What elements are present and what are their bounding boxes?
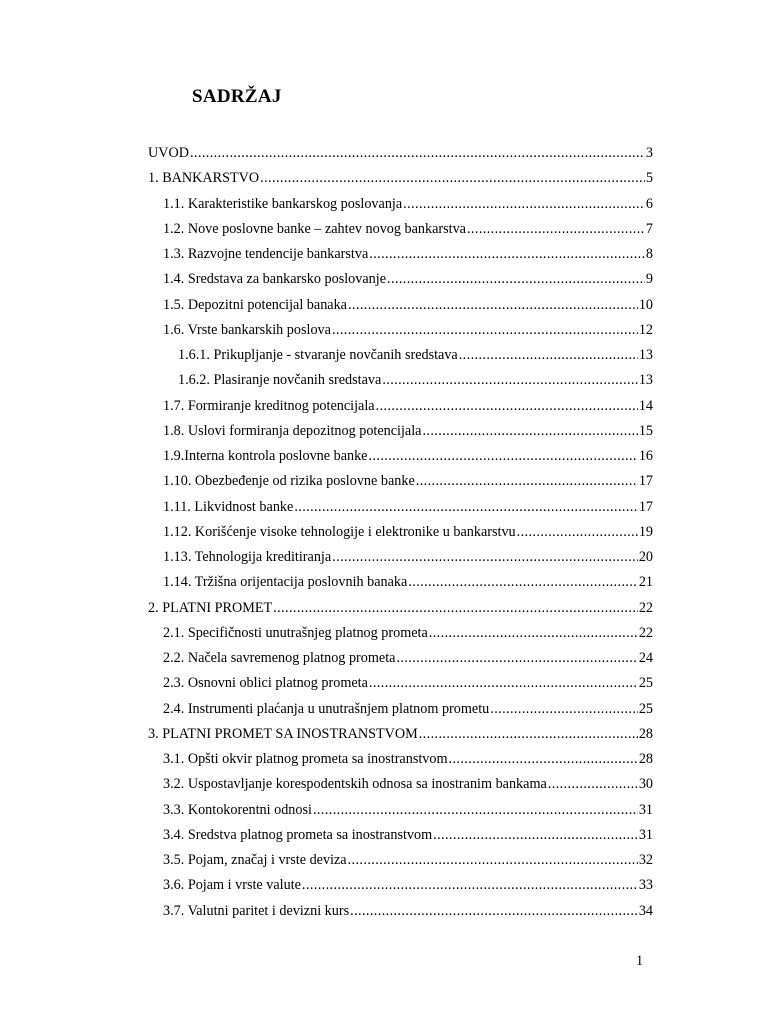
toc-entry[interactable]	[148, 242, 653, 267]
toc-entry[interactable]	[148, 343, 653, 368]
toc-entry-title: 2.1. Specifičnosti unutrašnjeg platnog prometa	[163, 624, 428, 641]
toc-entry-page: 15	[638, 422, 653, 439]
toc-entry-page: 10	[638, 296, 653, 313]
toc-entry-page: 22	[638, 624, 653, 641]
toc-dot-leader	[313, 798, 638, 823]
toc-dot-leader	[273, 596, 638, 621]
toc-entry-page: 6	[645, 195, 653, 212]
toc-entry-title: 3.3. Kontokorentni odnosi	[163, 801, 312, 818]
toc-entry-page: 22	[638, 599, 653, 616]
toc-entry-title: 1.10. Obezbeđenje od rizika poslovne banke	[163, 473, 415, 490]
toc-dot-leader	[548, 772, 638, 797]
toc-dot-leader	[190, 141, 645, 166]
toc-entry-page: 24	[638, 650, 653, 666]
toc-entry[interactable]	[148, 267, 653, 292]
toc-entry[interactable]	[148, 520, 653, 545]
toc-entry-page: 3	[645, 145, 653, 161]
toc-entry-title: 1.11. Likvidnost banke	[163, 498, 294, 515]
toc-entry-page: 34	[638, 902, 653, 919]
toc-entry-page: 20	[638, 549, 653, 565]
toc-dot-leader	[350, 899, 638, 924]
toc-entry[interactable]	[148, 646, 653, 671]
toc-entry[interactable]	[148, 798, 653, 823]
toc-entry[interactable]	[148, 469, 653, 494]
toc-entry-page: 7	[645, 220, 653, 237]
toc-entry-title: 1.14. Tržišna orijentacija poslovnih banaka	[163, 574, 408, 591]
toc-entry[interactable]	[148, 419, 653, 444]
toc-entry-title: 3.5. Pojam, značaj i vrste deviza	[163, 852, 347, 868]
toc-entry-title: 1.2. Nove poslovne banke – zahtev novog bankarstva	[163, 220, 466, 237]
toc-entry-page: 5	[645, 170, 653, 187]
toc-entry-title: 3.7. Valutni paritet i devizni kurs	[163, 902, 350, 919]
toc-entry-title: 1.9.Interna kontrola poslovne banke	[163, 448, 368, 464]
table-of-contents	[148, 141, 653, 924]
toc-dot-leader	[348, 848, 638, 873]
toc-entry[interactable]	[148, 722, 653, 747]
toc-entry-page: 13	[638, 372, 653, 389]
toc-entry[interactable]	[148, 318, 653, 343]
toc-entry[interactable]	[148, 621, 653, 646]
toc-entry-title: 1.5. Depozitni potencijal banaka	[163, 296, 347, 313]
toc-entry-title: 1.4. Sredstava za bankarsko poslovanje	[163, 271, 386, 288]
toc-entry-title: 1.12. Korišćenje visoke tehnologije i elektronike u bankarstvu	[163, 523, 516, 540]
toc-entry[interactable]	[148, 394, 653, 419]
toc-entry-page: 25	[638, 700, 653, 717]
toc-entry-page: 14	[638, 397, 653, 414]
toc-entry-page: 21	[638, 574, 653, 591]
toc-entry-page: 8	[645, 246, 653, 262]
toc-entry[interactable]	[148, 293, 653, 318]
toc-entry[interactable]	[148, 848, 653, 873]
toc-entry-title: 1.8. Uslovi formiranja depozitnog potencijala	[163, 422, 422, 439]
toc-entry-title: 3.6. Pojam i vrste valute	[163, 877, 301, 894]
toc-entry-page: 17	[638, 498, 653, 515]
toc-entry-title: 2.4. Instrumenti plaćanja u unutrašnjem platnom prometu	[163, 700, 490, 717]
toc-entry[interactable]	[148, 545, 653, 570]
toc-entry[interactable]	[148, 772, 653, 797]
toc-dot-leader	[369, 671, 638, 696]
toc-entry[interactable]	[148, 570, 653, 595]
toc-entry-title: 3.2. Uspostavljanje korespodentskih odnosa sa inostranim bankama	[163, 776, 547, 793]
toc-entry-page: 9	[645, 271, 653, 288]
toc-entry-page: 19	[638, 523, 653, 540]
toc-entry[interactable]	[148, 899, 653, 924]
toc-entry-page: 17	[638, 473, 653, 490]
toc-entry-title: 1.6. Vrste bankarskih poslova	[163, 321, 331, 338]
toc-entry-title: 1. BANKARSTVO	[148, 170, 260, 187]
toc-entry[interactable]	[148, 192, 653, 217]
toc-dot-leader	[396, 646, 637, 671]
toc-entry-title: 1.7. Formiranje kreditnog potencijala	[163, 397, 375, 414]
toc-entry[interactable]	[148, 873, 653, 898]
toc-entry-title: 3.4. Sredstva platnog prometa sa inostranstvom	[163, 826, 433, 843]
toc-dot-leader	[429, 621, 638, 646]
toc-entry[interactable]	[148, 217, 653, 242]
toc-entry-page: 31	[638, 801, 653, 818]
toc-entry-page: 33	[638, 877, 653, 894]
toc-entry-title: UVOD	[148, 145, 189, 161]
page-title: SADRŽAJ	[192, 86, 282, 107]
toc-dot-leader	[416, 469, 638, 494]
toc-entry-title: 2. PLATNI PROMET	[148, 599, 273, 616]
toc-entry-page: 31	[638, 826, 653, 843]
toc-entry-page: 30	[638, 776, 653, 793]
toc-dot-leader	[449, 747, 638, 772]
toc-entry-title: 3.1. Opšti okvir platnog prometa sa inostranstvom	[163, 751, 448, 767]
toc-dot-leader	[433, 823, 638, 848]
toc-dot-leader	[382, 368, 638, 393]
toc-dot-leader	[332, 545, 638, 570]
toc-dot-leader	[490, 697, 638, 722]
toc-entry[interactable]	[148, 368, 653, 393]
toc-dot-leader	[422, 419, 637, 444]
toc-dot-leader	[376, 394, 638, 419]
toc-dot-leader	[459, 343, 638, 368]
toc-dot-leader	[369, 242, 645, 267]
toc-entry[interactable]	[148, 166, 653, 191]
toc-dot-leader	[368, 444, 637, 469]
toc-dot-leader	[260, 166, 645, 191]
toc-entry-title: 1.6.2. Plasiranje novčanih sredstava	[178, 372, 382, 389]
toc-dot-leader	[403, 192, 645, 217]
toc-entry[interactable]	[148, 697, 653, 722]
toc-entry[interactable]	[148, 141, 653, 166]
toc-entry-page: 13	[638, 347, 653, 363]
toc-entry[interactable]	[148, 444, 653, 469]
toc-entry[interactable]	[148, 596, 653, 621]
toc-dot-leader	[517, 520, 638, 545]
toc-entry-page: 32	[638, 852, 653, 868]
toc-entry-title: 1.1. Karakteristike bankarskog poslovanja	[163, 195, 403, 212]
toc-dot-leader	[419, 722, 638, 747]
toc-entry-page: 25	[638, 675, 653, 692]
toc-entry[interactable]	[148, 823, 653, 848]
toc-dot-leader	[348, 293, 638, 318]
toc-entry[interactable]	[148, 747, 653, 772]
toc-dot-leader	[467, 217, 645, 242]
toc-dot-leader	[302, 873, 638, 898]
toc-dot-leader	[332, 318, 638, 343]
toc-entry[interactable]	[148, 495, 653, 520]
toc-entry-title: 1.6.1. Prikupljanje - stvaranje novčanih sredstava	[178, 347, 458, 363]
toc-entry-page: 28	[638, 725, 653, 742]
toc-entry-title: 1.13. Tehnologija kreditiranja	[163, 549, 332, 565]
toc-entry-title: 2.2. Načela savremenog platnog prometa	[163, 650, 396, 666]
page-number: 1	[636, 953, 644, 969]
toc-entry-title: 1.3. Razvojne tendencije bankarstva	[163, 246, 369, 262]
toc-dot-leader	[294, 495, 638, 520]
toc-dot-leader	[387, 267, 645, 292]
toc-entry-page: 12	[638, 321, 653, 338]
toc-entry-page: 28	[638, 751, 653, 767]
toc-entry-title: 3. PLATNI PROMET SA INOSTRANSTVOM	[148, 725, 418, 742]
toc-entry[interactable]	[148, 671, 653, 696]
toc-entry-title: 2.3. Osnovni oblici platnog prometa	[163, 675, 368, 692]
toc-dot-leader	[408, 570, 638, 595]
toc-entry-page: 16	[638, 448, 653, 464]
